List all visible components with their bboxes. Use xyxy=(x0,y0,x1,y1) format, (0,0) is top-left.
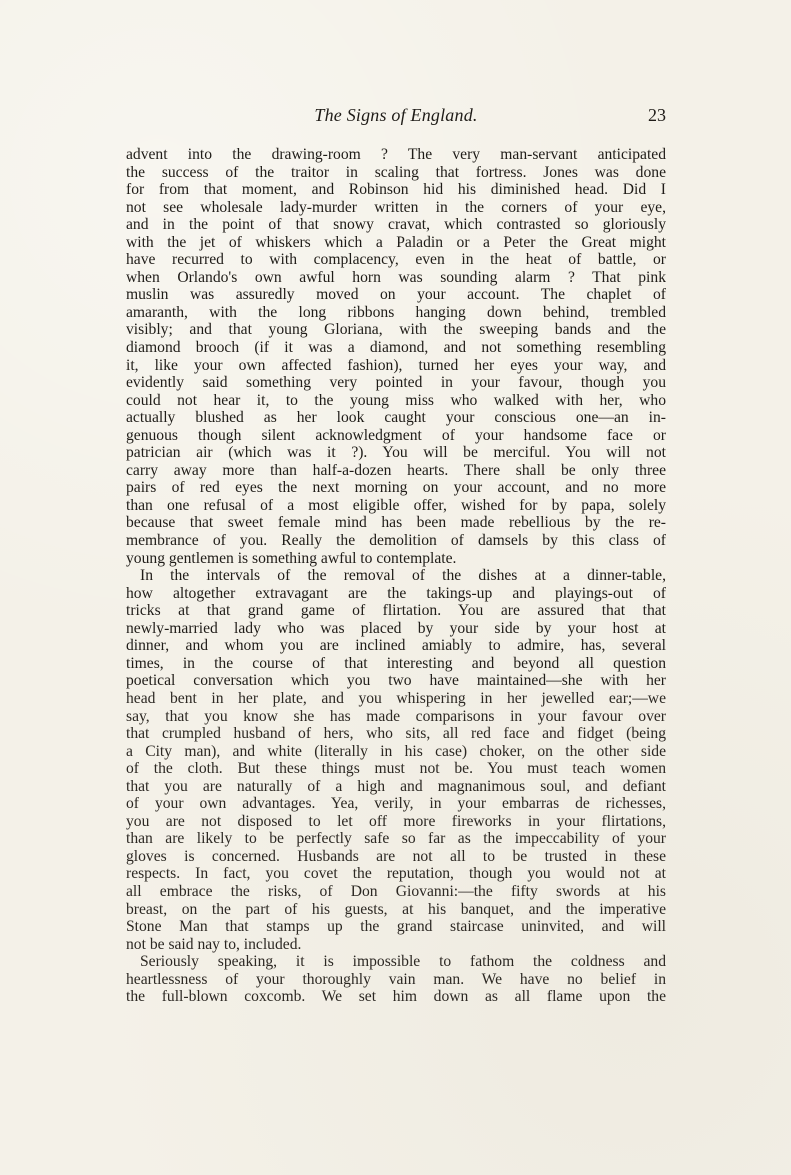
text-line: tricks at that grand game of flirtation. You are assured that that xyxy=(126,602,666,620)
text-line: pairs of red eyes the next morning on your account, and no more xyxy=(126,479,666,497)
text-line: the full-blown coxcomb. We set him down as all flame upon the xyxy=(126,988,666,1006)
text-line: respects. In fact, you covet the reputation, though you would not at xyxy=(126,865,666,883)
running-head xyxy=(126,105,666,129)
text-line: patrician air (which was it ?). You will be merciful. You will not xyxy=(126,444,666,462)
text-line: the success of the traitor in scaling that fortress. Jones was done xyxy=(126,163,666,181)
text-line: of the cloth. But these things must not be. You must teach women xyxy=(126,760,666,778)
text-line: because that sweet female mind has been made rebellious by the re- xyxy=(126,514,666,532)
text-line: newly-married lady who was placed by your side by your host at xyxy=(126,619,666,637)
text-line: say, that you know she has made comparisons in your favour over xyxy=(126,707,666,725)
text-line: Stone Man that stamps up the grand staircase uninvited, and will xyxy=(126,918,666,936)
text-line: heartlessness of your thoroughly vain man. We have no belief in xyxy=(126,970,666,988)
text-line: muslin was assuredly moved on your account. The chaplet of xyxy=(126,286,666,304)
text-line: evidently said something very pointed in your favour, though you xyxy=(126,374,666,392)
running-title: The Signs of England. xyxy=(314,105,478,125)
text-line: not be said nay to, included. xyxy=(126,935,302,953)
text-line: actually blushed as her look caught your conscious one—an in- xyxy=(126,409,666,427)
text-line: young gentlemen is something awful to contemplate. xyxy=(126,549,457,567)
text-line: In the intervals of the removal of the dishes at a dinner-table, xyxy=(140,567,666,585)
text-line: carry away more than half-a-dozen hearts. There shall be only three xyxy=(126,461,666,479)
text-line: head bent in her plate, and you whispering in her jewelled ear;—we xyxy=(126,689,666,707)
text-line: a City man), and white (literally in his case) choker, on the other side xyxy=(126,742,666,760)
text-line: than one refusal of a most eligible offer, wished for by papa, solely xyxy=(126,496,666,514)
text-line: advent into the drawing-room ? The very man-servant anticipated xyxy=(126,146,666,163)
text-line: membrance of you. Really the demolition of damsels by this class of xyxy=(126,532,666,550)
text-line: that you are naturally of a high and magnanimous soul, and defiant xyxy=(126,777,666,795)
text-line: how altogether extravagant are the takings-up and playings-out of xyxy=(126,584,666,602)
page-number: 23 xyxy=(648,105,666,125)
text-line: genuous though silent acknowledgment of your handsome face or xyxy=(126,426,666,444)
body-text xyxy=(126,146,666,1006)
text-line: and in the point of that snowy cravat, which contrasted so gloriously xyxy=(126,216,666,234)
text-line: that crumpled husband of hers, who sits, all red face and fidget (being xyxy=(126,725,666,743)
text-line: diamond brooch (if it was a diamond, and not something resembling xyxy=(126,339,666,357)
text-line: dinner, and whom you are inclined amiably to admire, has, several xyxy=(126,637,666,655)
text-line: Seriously speaking, it is impossible to fathom the coldness and xyxy=(140,953,666,971)
text-line: could not hear it, to the young miss who walked with her, who xyxy=(126,391,666,409)
text-line: not see wholesale lady-murder written in the corners of your eye, xyxy=(126,198,666,216)
text-line: all embrace the risks, of Don Giovanni:—the fifty swords at his xyxy=(126,882,666,900)
text-line: than are likely to be perfectly safe so far as the impeccability of your xyxy=(126,830,666,848)
text-line: it, like your own affected fashion), turned her eyes your way, and xyxy=(126,356,666,374)
text-line: times, in the course of that interesting and beyond all question xyxy=(126,654,666,672)
text-line: amaranth, with the long ribbons hanging down behind, trembled xyxy=(126,303,666,321)
text-line: visibly; and that young Gloriana, with the sweeping bands and the xyxy=(126,321,666,339)
text-line: when Orlando's own awful horn was sounding alarm ? That pink xyxy=(126,268,666,286)
text-line: breast, on the part of his guests, at his banquet, and the imperative xyxy=(126,900,666,918)
text-line: gloves is concerned. Husbands are not all to be trusted in these xyxy=(126,847,666,865)
text-line: of your own advantages. Yea, verily, in your embarras de richesses, xyxy=(126,795,666,813)
text-line: poetical conversation which you two have maintained—she with her xyxy=(126,672,666,690)
text-line: with the jet of whiskers which a Paladin or a Peter the Great might xyxy=(126,233,666,251)
text-line: for from that moment, and Robinson hid his diminished head. Did I xyxy=(126,181,666,199)
text-line: you are not disposed to let off more fireworks in your flirtations, xyxy=(126,812,666,830)
text-line: have recurred to with complacency, even in the heat of battle, or xyxy=(126,251,666,269)
